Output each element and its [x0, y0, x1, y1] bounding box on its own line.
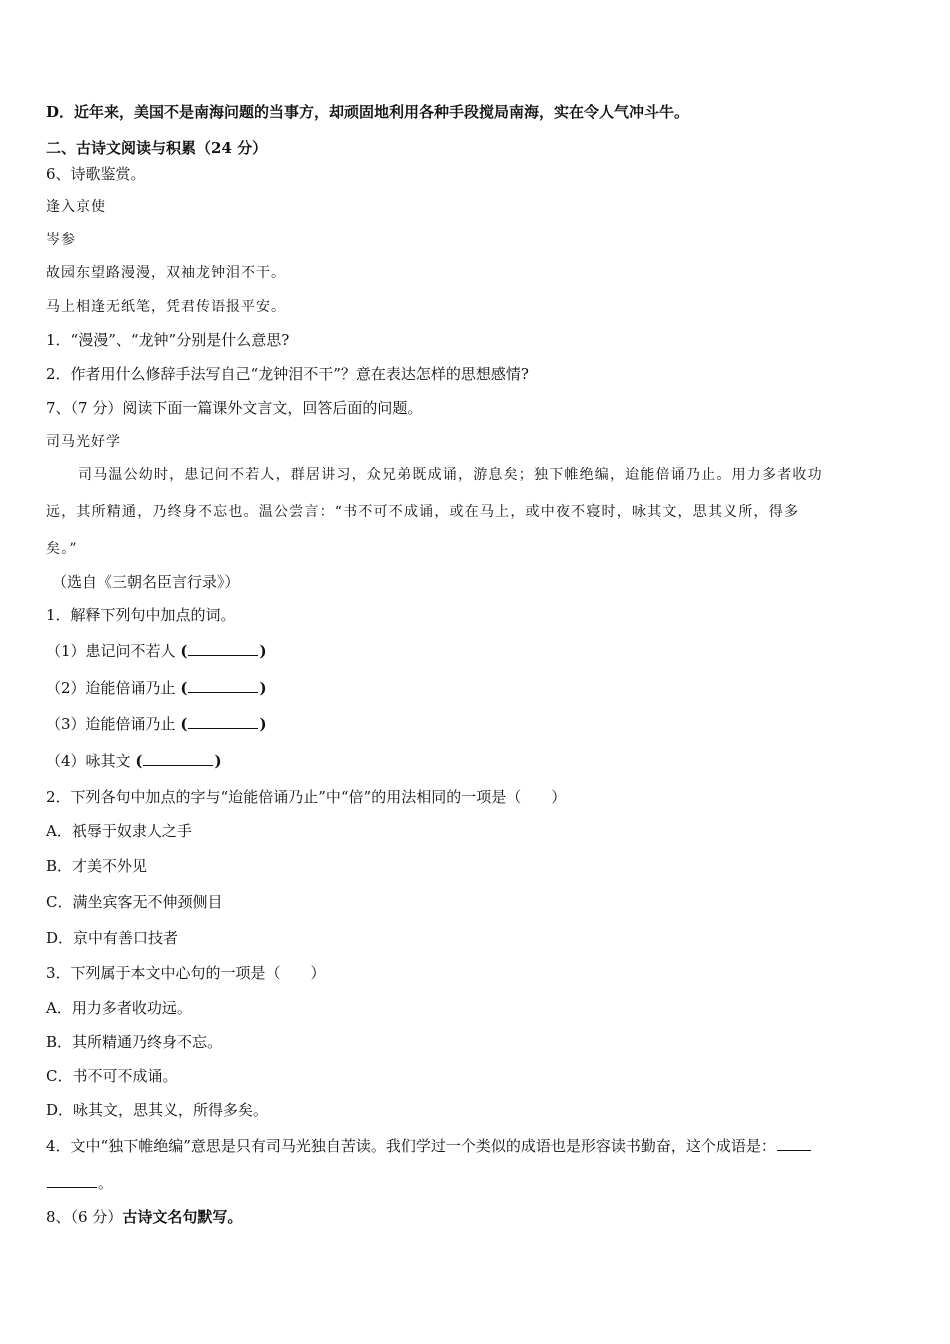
option-b: B．其所精通乃终身不忘。: [46, 1033, 223, 1051]
item-text: （3）迨能倍诵乃止: [46, 715, 176, 733]
question-7-sub-4-continuation: [46, 1172, 113, 1193]
answer-blank[interactable]: [143, 750, 213, 766]
answer-blank[interactable]: [47, 1172, 97, 1188]
item-text: （4）咏其文: [46, 752, 131, 770]
option-d: D．咏其文，思其义，所得多矣。: [46, 1101, 269, 1119]
passage-line-2: 远，其所精通，乃终身不忘也。温公尝言：“书不可不成诵，或在马上，或中夜不寝时，咏其文，思其义所，得多: [46, 504, 800, 520]
option-c: C．书不可不成诵。: [46, 1067, 178, 1085]
item-text: （1）患记问不若人: [46, 642, 176, 660]
item-text: （2）迨能倍诵乃止: [46, 679, 176, 697]
passage-line-3: 矣。”: [46, 541, 78, 557]
period-text: 。: [98, 1174, 114, 1192]
passage-title: 司马光好学: [46, 434, 121, 450]
answer-blank[interactable]: [188, 677, 258, 693]
answer-blank[interactable]: [188, 713, 258, 729]
poem-line-2: 马上相逢无纸笔，凭君传语报平安。: [46, 299, 286, 315]
question-7-sub-4-stem: [46, 1135, 812, 1156]
option-d: D．京中有善口技者: [46, 929, 179, 947]
sub-1-item-2: （2）迨能倍诵乃止 ( ): [46, 679, 267, 697]
passage-source: （选自《三朝名臣言行录》）: [52, 573, 240, 591]
stem-text: 4．文中“独下帷绝编”意思是只有司马光独自苦读。我们学过一个类似的成语也是形容读书勤奋，这个成语是：: [46, 1137, 776, 1155]
sub-1-item-3: （3）迨能倍诵乃止 ( ): [46, 715, 267, 733]
question-title: 古诗文名句默写。: [122, 1208, 243, 1226]
answer-blank[interactable]: [777, 1135, 811, 1151]
question-6-sub-1: 1．“漫漫”、“龙钟”分别是什么意思?: [46, 331, 290, 349]
option-d-text: D．近年来，美国不是南海问题的当事方，却顽固地利用各种手段搅局南海，实在令人气冲斗牛。: [46, 103, 690, 121]
question-7-sub-2-stem: 2．下列各句中加点的字与“迨能倍诵乃止”中“倍”的用法相同的一项是（ ）: [46, 788, 567, 806]
answer-blank[interactable]: [188, 640, 258, 656]
poem-title: 逢入京使: [46, 199, 106, 215]
option-b: B．才美不外见: [46, 857, 148, 875]
option-a: A．祇辱于奴隶人之手: [46, 822, 192, 840]
poem-line-1: 故园东望路漫漫，双袖龙钟泪不干。: [46, 265, 286, 281]
question-number: 8、（6 分）: [46, 1208, 123, 1226]
question-8-heading: [46, 1207, 242, 1227]
passage-line-1: 司马温公幼时，患记问不若人，群居讲习，众兄弟既成诵，游息矣；独下帷绝编，迨能倍诵乃止。用力多者收功: [78, 467, 823, 483]
question-7-sub-1-stem: 1．解释下列句中加点的词。: [46, 606, 236, 624]
option-c: C．满坐宾客无不伸颈侧目: [46, 893, 223, 911]
section-heading: 二、古诗文阅读与积累（24 分）: [46, 139, 268, 157]
question-6-sub-2: 2．作者用什么修辞手法写自己“龙钟泪不干”？意在表达怎样的思想感情?: [46, 365, 529, 383]
question-7-heading: 7、（7 分）阅读下面一篇课外文言文，回答后面的问题。: [46, 399, 423, 417]
sub-1-item-4: （4）咏其文 ( ): [46, 752, 222, 770]
question-7-sub-3-stem: 3．下列属于本文中心句的一项是（ ）: [46, 964, 326, 982]
sub-1-item-1: （1）患记问不若人 ( ): [46, 642, 267, 660]
option-a: A．用力多者收功远。: [46, 999, 192, 1017]
question-6-heading: 6、诗歌鉴赏。: [46, 165, 146, 183]
poem-author: 岑参: [46, 232, 76, 248]
